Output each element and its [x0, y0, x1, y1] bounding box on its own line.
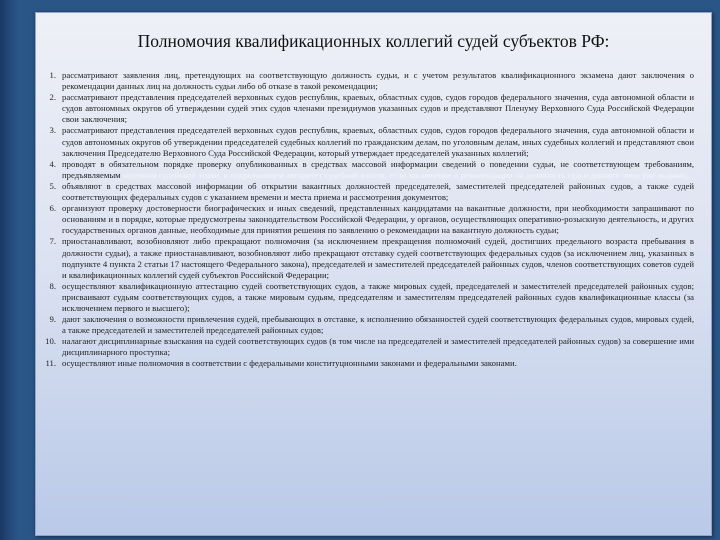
item-number: 10. [45, 336, 56, 347]
list-item [36, 125, 694, 158]
item-text: рассматривают заявления лиц, претендующих на соответствующую должность судьи, и с учетом результатов квалификационного экзамена дают заключения о рекомендации данных лиц на должность судьи либо об отказе в такой рекомендации; [62, 70, 694, 92]
item-number: 4. [49, 158, 56, 169]
item-text: проводят в обязательном порядке проверку опубликованных в средствах массовой информации сведений о поведении судьи, не соответствующем требованиям, предъявляемым [62, 158, 694, 180]
item-number: 9. [49, 314, 56, 325]
list-item [36, 358, 694, 369]
item-text: объявляют в средствах массовой информации об открытии вакантных должностей председателей, заместителей председателей районных судов, а также судей соответствующих федеральных судов с указанием времени и места приема и рассмотрения документов; [62, 180, 694, 203]
slide-title: Полномочия квалификационных коллегий судей субъектов РФ: [137, 31, 610, 51]
item-number: 8. [49, 280, 56, 291]
item-text: дают заключения о возможности привлечения судей, пребывающих в отставке, к исполнению обязанностей судей соответствующих федеральных судов, мировых судей, а также председателей и заместителей председателей районных судов; [62, 314, 694, 336]
list-item [36, 314, 694, 336]
item-number: 1. [49, 70, 56, 80]
item-text: рассматривают представления председателей верховных судов республик, краевых, областных судов, судов городов федерального значения, суда автономной области и судов автономных округов об утверждении председателей судебных коллегий по гражданским делам, по уголовным делам, иных судебных коллегий и представляют свои заключения Председателю Верховного Суда Российской Федерации, который утверждает председателей указанных коллегий; [62, 125, 694, 158]
item-number: 3. [49, 125, 56, 136]
item-text: рассматривают представления председателей верховных судов республик, краевых, областных судов, судов городов федерального значения, суда автономной области и судов автономных округов об утверждении судей этих судов членами президиумов указанных судов и представляют Пленуму Верховного Суда Российской Федерации свои заключения; [62, 92, 694, 125]
item-number: 5. [49, 180, 56, 191]
item-text: приостанавливают, возобновляют либо прекращают полномочия (за исключением прекращения полномочий судей, достигших предельного возраста пребывания в должности судьи), а также приостанавливают, возобновляют либо прекращают отставку судей соответствующих федеральных судов (за исключением лиц, указанных в подпункте 4 пункта 2 статьи 17 настоящего Федерального закона), председателей и заместителей председателей районных судов, членов соответствующих советов судей и квалификационных коллегий судей субъектов Российской Федерации; [62, 236, 694, 280]
item-number: 2. [49, 92, 56, 103]
list-item [36, 336, 694, 358]
item-text: осуществляют иные полномочия в соответствии с федеральными конституционными законами и федеральными законами. [62, 358, 517, 369]
item-number: 6. [49, 203, 56, 214]
item-number: 11. [45, 358, 56, 369]
list-item [36, 181, 694, 203]
list-item [36, 159, 694, 181]
powers-list [36, 70, 694, 370]
list-item [36, 70, 694, 92]
list-item [36, 281, 694, 314]
item-number: 7. [49, 236, 56, 247]
list-item [36, 203, 694, 236]
item-text: осуществляют квалификационную аттестацию судей соответствующих судов, а также мировых судей, председателей и заместителей председателей районных судов; присваивают судьям соответствующих судов, а также мировым судьям, председателям и заместителям председателей районных судов квалификационные классы (за исключением первого и высшего); [62, 280, 694, 313]
item-text: налагают дисциплинарные взыскания на судей соответствующих судов (в том числе на председателей и заместителей председателей районных судов) за совершение ими дисциплинарного проступка; [62, 336, 694, 358]
list-item [36, 236, 694, 280]
item-text-faded: кодексом судейской этики, и подрывающем авторитет судебной власти, если заключение о рекомендации на должность судьи данного лица уже выдано; [120, 169, 688, 180]
content-panel [35, 12, 712, 536]
item-text: организуют проверку достоверности биографических и иных сведений, представленных кандидатами на вакантные должности, при необходимости запрашивают по основаниям и в порядке, которые предусмотрены законодательством Российской Федерации, у органов, осуществляющих оперативно-розыскную деятельность, и других государственных органов данные, необходимые для принятия решения по заявлению о рекомендации на вакантную должность судьи; [62, 203, 694, 236]
list-item [36, 92, 694, 125]
